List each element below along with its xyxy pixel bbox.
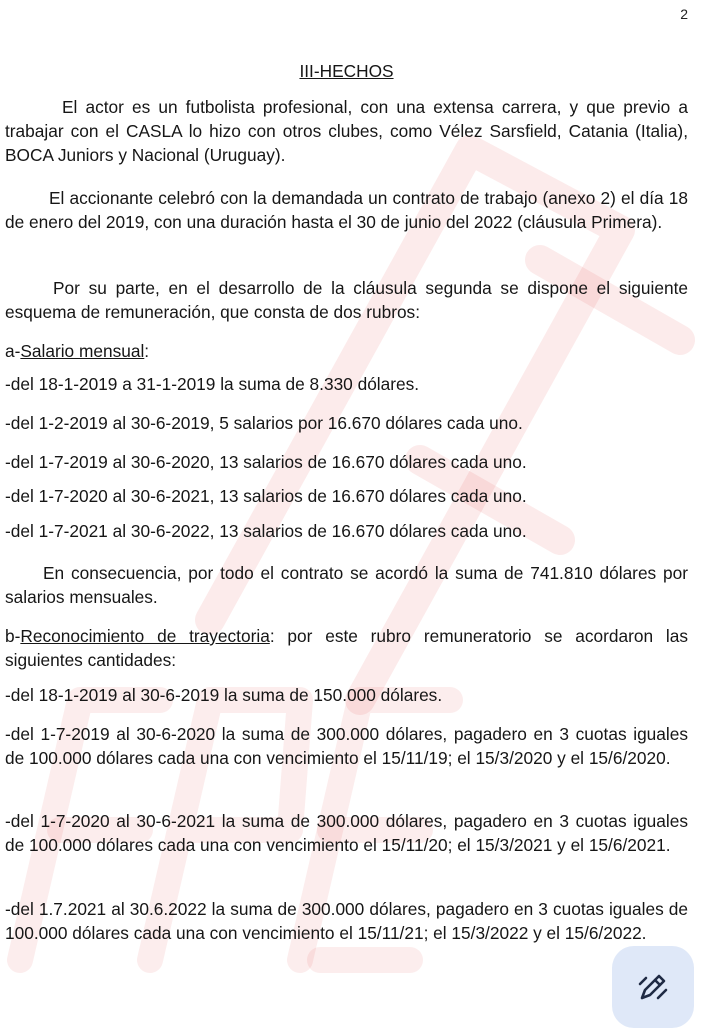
reconocimiento-item: -del 1-7-2019 al 30-6-2020 la suma de 300.000 dólares, pagadero en 3 cuotas iguales de 100.000 dólares cada una con vencimiento el 15/11/19; el 15/3/2020 y el 15/6/2020.: [5, 724, 688, 768]
edit-fab-button[interactable]: [612, 946, 694, 1028]
salario-item: -del 1-7-2021 al 30-6-2022, 13 salarios de 16.670 dólares cada uno.: [5, 521, 527, 541]
section-title: III-HECHOS: [299, 61, 394, 81]
paragraph-consecuencia: En consecuencia, por todo el contrato se acordó la suma de 741.810 dólares por salarios mensuales.: [5, 563, 688, 607]
paragraph-contract: El accionante celebró con la demandada un contrato de trabajo (anexo 2) el día 18 de enero del 2019, con una duración hasta el 30 de junio del 2022 (cláusula Primera).: [5, 188, 688, 232]
reconocimiento-prefix: b-: [5, 626, 21, 646]
salario-item: -del 1-2-2019 al 30-6-2019, 5 salarios por 16.670 dólares cada uno.: [5, 413, 523, 433]
salario-item: -del 18-1-2019 a 31-1-2019 la suma de 8.330 dólares.: [5, 374, 420, 394]
salario-heading-line: [5, 339, 688, 363]
reconocimiento-text: : por este rubro remuneratorio se acordaron las siguientes cantidades:: [5, 626, 688, 670]
paragraph-actor: El actor es un futbolista profesional, con una extensa carrera, y que previo a trabajar con el CASLA lo hizo con otros clubes, como Vélez Sarsfield, Catania (Italia), BOCA Juniors y Nacional (Uruguay).: [5, 97, 688, 165]
salario-item: -del 1-7-2020 al 30-6-2021, 13 salarios de 16.670 dólares cada uno.: [5, 486, 527, 506]
reconocimiento-item: -del 1-7-2020 al 30-6-2021 la suma de 300.000 dólares, pagadero en 3 cuotas iguales de 100.000 dólares cada una con vencimiento el 15/11/20; el 15/3/2021 y el 15/6/2021.: [5, 811, 688, 855]
paragraph-remuneration: Por su parte, en el desarrollo de la cláusula segunda se dispone el siguiente esquema de remuneración, que consta de dos rubros:: [5, 278, 688, 322]
reconocimiento-item: -del 18-1-2019 al 30-6-2019 la suma de 150.000 dólares.: [5, 685, 443, 705]
salario-heading: Salario mensual: [20, 341, 145, 361]
salario-prefix: a-: [5, 341, 21, 361]
salario-item: -del 1-7-2019 al 30-6-2020, 13 salarios de 16.670 dólares cada uno.: [5, 452, 527, 472]
reconocimiento-heading: Reconocimiento de trayectoria: [20, 626, 270, 646]
page-number: 2: [680, 6, 688, 22]
salario-suffix: :: [144, 341, 150, 361]
reconocimiento-item: -del 1.7.2021 al 30.6.2022 la suma de 300.000 dólares, pagadero en 3 cuotas iguales de 100.000 dólares cada una con vencimiento el 15/11/21; el 15/3/2022 y el 15/6/2022.: [5, 899, 688, 943]
reconocimiento-paragraph: [5, 624, 688, 672]
edit-pencil-icon: [636, 970, 670, 1004]
